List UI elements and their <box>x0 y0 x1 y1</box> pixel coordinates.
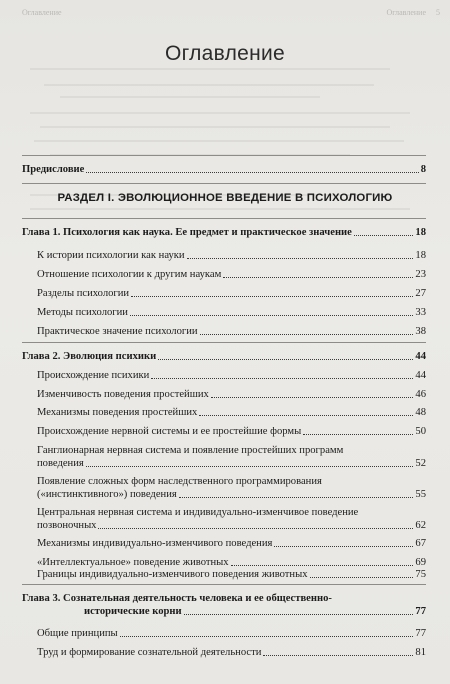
toc-entry-page: 18 <box>415 250 426 261</box>
show-through-text <box>30 62 426 232</box>
dot-leader <box>354 235 414 236</box>
dot-leader <box>274 546 413 547</box>
toc-entry[interactable] <box>37 287 426 300</box>
toc-entry[interactable] <box>37 268 426 281</box>
toc-entry[interactable] <box>37 475 426 501</box>
dot-leader <box>179 497 414 498</box>
dot-leader <box>86 172 418 173</box>
running-head-right: Оглавление <box>386 8 426 17</box>
toc-entry-page: 27 <box>415 288 426 299</box>
toc-entry-page: 23 <box>415 269 426 280</box>
page-title: Оглавление <box>164 42 286 65</box>
toc-entry-label: «Интеллектуальное» поведение животных <box>37 557 229 568</box>
toc-entry-label: Труд и формирование сознательной деятельности <box>37 647 262 658</box>
toc-entry-label: Механизмы индивидуально-изменчивого поведения <box>37 538 273 549</box>
dot-leader <box>303 434 413 435</box>
toc-entry-label-continued: позвоночных <box>37 520 97 531</box>
toc-entry-page: 44 <box>415 351 426 362</box>
toc-entry[interactable] <box>37 406 426 419</box>
toc-entry-label: Разделы психологии <box>37 288 130 299</box>
toc-entry-page: 8 <box>420 164 426 175</box>
running-head <box>22 8 440 20</box>
dot-leader <box>98 528 413 529</box>
toc-entry-page: 81 <box>415 647 426 658</box>
toc-chapter-3[interactable] <box>22 592 426 618</box>
dot-leader <box>211 397 414 398</box>
toc-entry[interactable] <box>37 369 426 382</box>
toc-entry-page: 38 <box>415 326 426 337</box>
show-through-line <box>30 208 410 210</box>
divider <box>22 218 426 219</box>
show-through-line <box>30 68 390 70</box>
toc-entry-page: 75 <box>415 569 426 580</box>
toc-entry-page: 52 <box>415 458 426 469</box>
toc-entry-label: Практическое значение психологии <box>37 326 198 337</box>
toc-entry-page: 33 <box>415 307 426 318</box>
toc-entry-label: Предисловие <box>22 164 85 175</box>
toc-entry-label: Происхождение нервной системы и ее простейшие формы <box>37 426 302 437</box>
toc-entry-label: Происхождение психики <box>37 370 150 381</box>
dot-leader <box>200 334 414 335</box>
show-through-line <box>44 84 374 86</box>
toc-entry[interactable] <box>37 444 426 470</box>
toc-entry-label: Ганглионарная нервная система и появление простейших программ <box>37 445 344 456</box>
toc-entry-page: 44 <box>415 370 426 381</box>
toc-entry-page: 46 <box>415 389 426 400</box>
toc-entry[interactable] <box>37 627 426 640</box>
show-through-line <box>40 126 390 128</box>
toc-entry[interactable] <box>37 325 426 338</box>
toc-entry-label-continued: поведения <box>37 458 84 469</box>
toc-entry-label: Механизмы поведения простейших <box>37 407 198 418</box>
toc-entry-label: Общие принципы <box>37 628 118 639</box>
toc-entry[interactable] <box>37 646 426 659</box>
toc-entry[interactable] <box>37 388 426 401</box>
divider <box>22 155 426 156</box>
toc-entry-label: Глава 2. Эволюция психики <box>22 351 157 362</box>
dot-leader <box>86 466 414 467</box>
toc-entry[interactable] <box>37 506 426 532</box>
toc-entry-page: 77 <box>415 606 426 617</box>
toc-entry-label: Появление сложных форм наследственного программирования <box>37 476 322 487</box>
toc-entry[interactable] <box>37 537 426 550</box>
page-number: 5 <box>436 8 440 17</box>
toc-entry-label: Изменчивость поведения простейших <box>37 389 209 400</box>
toc-entry-label: Границы индивидуально-изменчивого поведения животных <box>37 569 308 580</box>
toc-entry-label-continued: исторические корни <box>84 606 182 617</box>
toc-entry-label: Глава 1. Психология как наука. Ее предмет и практическое значение <box>22 227 352 238</box>
dot-leader <box>151 378 413 379</box>
toc-entry[interactable] <box>37 306 426 319</box>
toc-entry-label: Глава 3. Сознательная деятельность человека и ее общественно- <box>22 593 332 604</box>
toc-entry[interactable] <box>37 249 426 262</box>
toc-chapter-2[interactable] <box>22 350 426 363</box>
toc-entry-page: 55 <box>415 489 426 500</box>
toc-entry[interactable] <box>37 568 426 581</box>
toc-entry-page: 67 <box>415 538 426 549</box>
dot-leader <box>231 565 414 566</box>
dot-leader <box>184 614 414 615</box>
dot-leader <box>187 258 414 259</box>
toc-entry[interactable] <box>37 425 426 438</box>
show-through-line <box>30 112 410 114</box>
toc-entry-page: 18 <box>415 227 426 238</box>
dot-leader <box>130 315 413 316</box>
dot-leader <box>120 636 414 637</box>
toc-chapter-1[interactable] <box>22 226 426 239</box>
toc-entry-label: Отношение психологии к другим наукам <box>37 269 222 280</box>
dot-leader <box>158 359 413 360</box>
divider <box>22 342 426 343</box>
divider <box>22 183 426 184</box>
section-heading: РАЗДЕЛ I. ЭВОЛЮЦИОННОЕ ВВЕДЕНИЕ В ПСИХОЛОГИЮ <box>57 192 393 204</box>
toc-entry-page: 48 <box>415 407 426 418</box>
dot-leader <box>223 277 413 278</box>
toc-entry-label-continued: («инстинктивного») поведения <box>37 489 177 500</box>
show-through-line <box>60 96 320 98</box>
toc-entry-page: 69 <box>415 557 426 568</box>
toc-entry-page: 77 <box>415 628 426 639</box>
dot-leader <box>131 296 413 297</box>
toc-entry-label: Центральная нервная система и индивидуально-изменчивое поведение <box>37 507 359 518</box>
toc-entry-page: 50 <box>415 426 426 437</box>
dot-leader <box>263 655 413 656</box>
running-head-left: Оглавление <box>22 8 62 17</box>
toc-entry-page: 62 <box>415 520 426 531</box>
toc-entry-label: Методы психологии <box>37 307 128 318</box>
dot-leader <box>310 577 414 578</box>
divider <box>22 584 426 585</box>
dot-leader <box>199 415 413 416</box>
toc-entry-preface[interactable] <box>22 163 426 176</box>
show-through-line <box>34 140 404 142</box>
toc-entry-label: К истории психологии как науки <box>37 250 185 261</box>
